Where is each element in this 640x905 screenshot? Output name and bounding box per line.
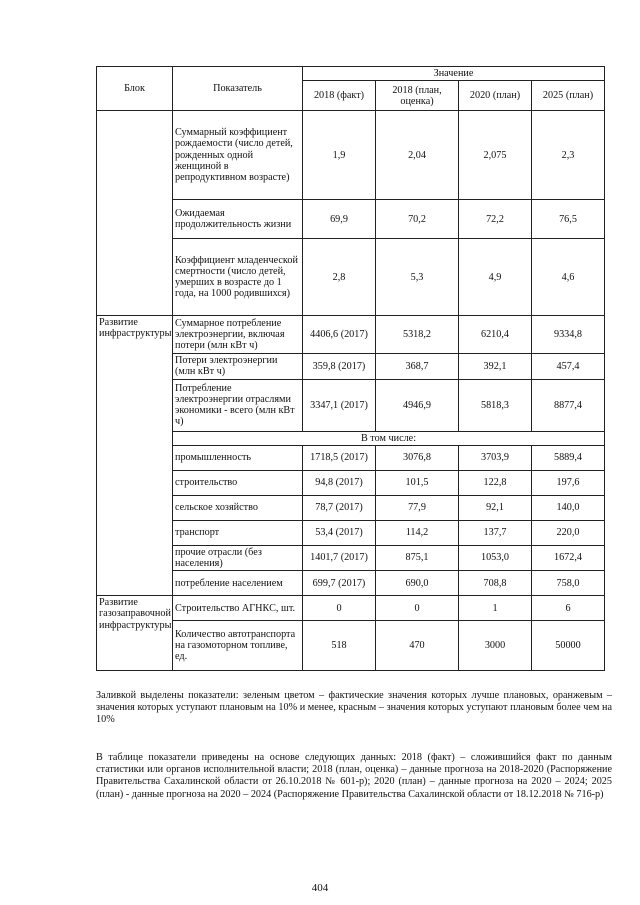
table-row bbox=[97, 445, 605, 470]
value-cell: 50000 bbox=[532, 621, 605, 671]
value-cell: 4406,6 (2017) bbox=[303, 316, 376, 354]
value-cell: 70,2 bbox=[376, 200, 459, 239]
value-cell: 94,8 (2017) bbox=[303, 470, 376, 495]
value-cell: 101,5 bbox=[376, 470, 459, 495]
value-cell: 699,7 (2017) bbox=[303, 571, 376, 596]
including-label: В том числе: bbox=[173, 431, 605, 445]
value-cell: 4946,9 bbox=[376, 379, 459, 431]
value-cell: 9334,8 bbox=[532, 316, 605, 354]
value-cell: 3347,1 (2017) bbox=[303, 379, 376, 431]
value-cell: 6 bbox=[532, 596, 605, 621]
value-cell: 114,2 bbox=[376, 520, 459, 545]
value-cell: 1053,0 bbox=[459, 545, 532, 570]
value-cell: 392,1 bbox=[459, 354, 532, 379]
header-2020-plan: 2020 (план) bbox=[459, 81, 532, 111]
indicator-cell: Ожидаемая продолжительность жизни bbox=[173, 200, 303, 239]
indicator-cell: прочие отрасли (без населения) bbox=[173, 545, 303, 570]
value-cell: 5889,4 bbox=[532, 445, 605, 470]
value-cell: 359,8 (2017) bbox=[303, 354, 376, 379]
block-cell bbox=[97, 111, 173, 316]
value-cell: 518 bbox=[303, 621, 376, 671]
value-cell: 368,7 bbox=[376, 354, 459, 379]
header-2018-fact: 2018 (факт) bbox=[303, 81, 376, 111]
indicators-table-wrap bbox=[96, 66, 604, 671]
indicator-cell: сельское хозяйство bbox=[173, 495, 303, 520]
value-cell: 875,1 bbox=[376, 545, 459, 570]
indicator-cell: транспорт bbox=[173, 520, 303, 545]
value-cell: 1,9 bbox=[303, 111, 376, 200]
indicator-cell: Суммарное потребление электроэнергии, включая потери (млн кВт ч) bbox=[173, 316, 303, 354]
indicator-cell: Суммарный коэффициент рождаемости (число детей, рожденных одной женщиной в репродуктивном возрасте) bbox=[173, 111, 303, 200]
value-cell: 137,7 bbox=[459, 520, 532, 545]
table-row bbox=[97, 571, 605, 596]
value-cell: 0 bbox=[376, 596, 459, 621]
value-cell: 1718,5 (2017) bbox=[303, 445, 376, 470]
value-cell: 3076,8 bbox=[376, 445, 459, 470]
page-number: 404 bbox=[311, 882, 329, 894]
table-row bbox=[97, 520, 605, 545]
value-cell: 8877,4 bbox=[532, 379, 605, 431]
table-row bbox=[97, 470, 605, 495]
value-cell: 197,6 bbox=[532, 470, 605, 495]
value-cell: 2,8 bbox=[303, 239, 376, 316]
table-row bbox=[97, 431, 605, 445]
value-cell: 0 bbox=[303, 596, 376, 621]
value-cell: 5818,3 bbox=[459, 379, 532, 431]
note-paragraph-sources: В таблице показатели приведены на основе следующих данных: 2018 (факт) – сложившийся факт по данным статистики или органов исполнительной власти; 2018 (план, оценка) – данные прогноза на 2018-2020 (Распоряжение Правительства Сахалинской области от 26.10.2018 № 601-р); 2020 (план) – данные прогноза на 2020 – 2024; 2025 (план) - данные прогноза на 2020 – 2024 (Распоряжение Правительства Сахалинской области от 18.12.2018 № 716-р) bbox=[96, 752, 612, 800]
value-cell: 3703,9 bbox=[459, 445, 532, 470]
header-2018-plan: 2018 (план, оценка) bbox=[376, 81, 459, 111]
table-row bbox=[97, 239, 605, 316]
indicator-cell: Потребление электроэнергии отраслями экономики - всего (млн кВт ч) bbox=[173, 379, 303, 431]
value-cell: 758,0 bbox=[532, 571, 605, 596]
value-cell: 4,6 bbox=[532, 239, 605, 316]
indicator-cell: потребление населением bbox=[173, 571, 303, 596]
header-block: Блок bbox=[97, 67, 173, 111]
indicator-cell: Строительство АГНКС, шт. bbox=[173, 596, 303, 621]
table-row bbox=[97, 316, 605, 354]
value-cell: 1401,7 (2017) bbox=[303, 545, 376, 570]
value-cell: 69,9 bbox=[303, 200, 376, 239]
value-cell: 78,7 (2017) bbox=[303, 495, 376, 520]
value-cell: 77,9 bbox=[376, 495, 459, 520]
value-cell: 2,3 bbox=[532, 111, 605, 200]
value-cell: 4,9 bbox=[459, 239, 532, 316]
header-indicator: Показатель bbox=[173, 67, 303, 111]
value-cell: 5318,2 bbox=[376, 316, 459, 354]
block-cell: Развитие инфраструктуры bbox=[97, 316, 173, 596]
indicator-cell: Количество автотранспорта на газомоторном топливе, ед. bbox=[173, 621, 303, 671]
indicator-cell: Коэффициент младенческой смертности (число детей, умерших в возрасте до 1 года, на 1000 родившихся) bbox=[173, 239, 303, 316]
value-cell: 457,4 bbox=[532, 354, 605, 379]
note-paragraph-fill-legend: Заливкой выделены показатели: зеленым цветом – фактические значения которых лучше плановых, оранжевым – значения которых уступают плановым на 10% и менее, красным – значения которых уступают плановым более чем на 10% bbox=[96, 690, 612, 726]
value-cell: 220,0 bbox=[532, 520, 605, 545]
value-cell: 76,5 bbox=[532, 200, 605, 239]
header-2025-plan: 2025 (план) bbox=[532, 81, 605, 111]
indicators-table bbox=[96, 66, 605, 671]
table-row bbox=[97, 379, 605, 431]
value-cell: 1672,4 bbox=[532, 545, 605, 570]
indicator-cell: Потери электроэнергии (млн кВт ч) bbox=[173, 354, 303, 379]
value-cell: 140,0 bbox=[532, 495, 605, 520]
table-row bbox=[97, 111, 605, 200]
table-row bbox=[97, 545, 605, 570]
value-cell: 6210,4 bbox=[459, 316, 532, 354]
table-row bbox=[97, 621, 605, 671]
table-row bbox=[97, 200, 605, 239]
table-row bbox=[97, 596, 605, 621]
value-cell: 1 bbox=[459, 596, 532, 621]
header-value: Значение bbox=[303, 67, 605, 81]
value-cell: 53,4 (2017) bbox=[303, 520, 376, 545]
value-cell: 470 bbox=[376, 621, 459, 671]
value-cell: 122,8 bbox=[459, 470, 532, 495]
value-cell: 72,2 bbox=[459, 200, 532, 239]
value-cell: 2,075 bbox=[459, 111, 532, 200]
value-cell: 92,1 bbox=[459, 495, 532, 520]
indicator-cell: строительство bbox=[173, 470, 303, 495]
value-cell: 3000 bbox=[459, 621, 532, 671]
block-cell: Развитие газозаправочной инфраструктуры bbox=[97, 596, 173, 671]
value-cell: 690,0 bbox=[376, 571, 459, 596]
table-row bbox=[97, 354, 605, 379]
value-cell: 708,8 bbox=[459, 571, 532, 596]
value-cell: 2,04 bbox=[376, 111, 459, 200]
value-cell: 5,3 bbox=[376, 239, 459, 316]
indicator-cell: промышленность bbox=[173, 445, 303, 470]
table-row bbox=[97, 495, 605, 520]
